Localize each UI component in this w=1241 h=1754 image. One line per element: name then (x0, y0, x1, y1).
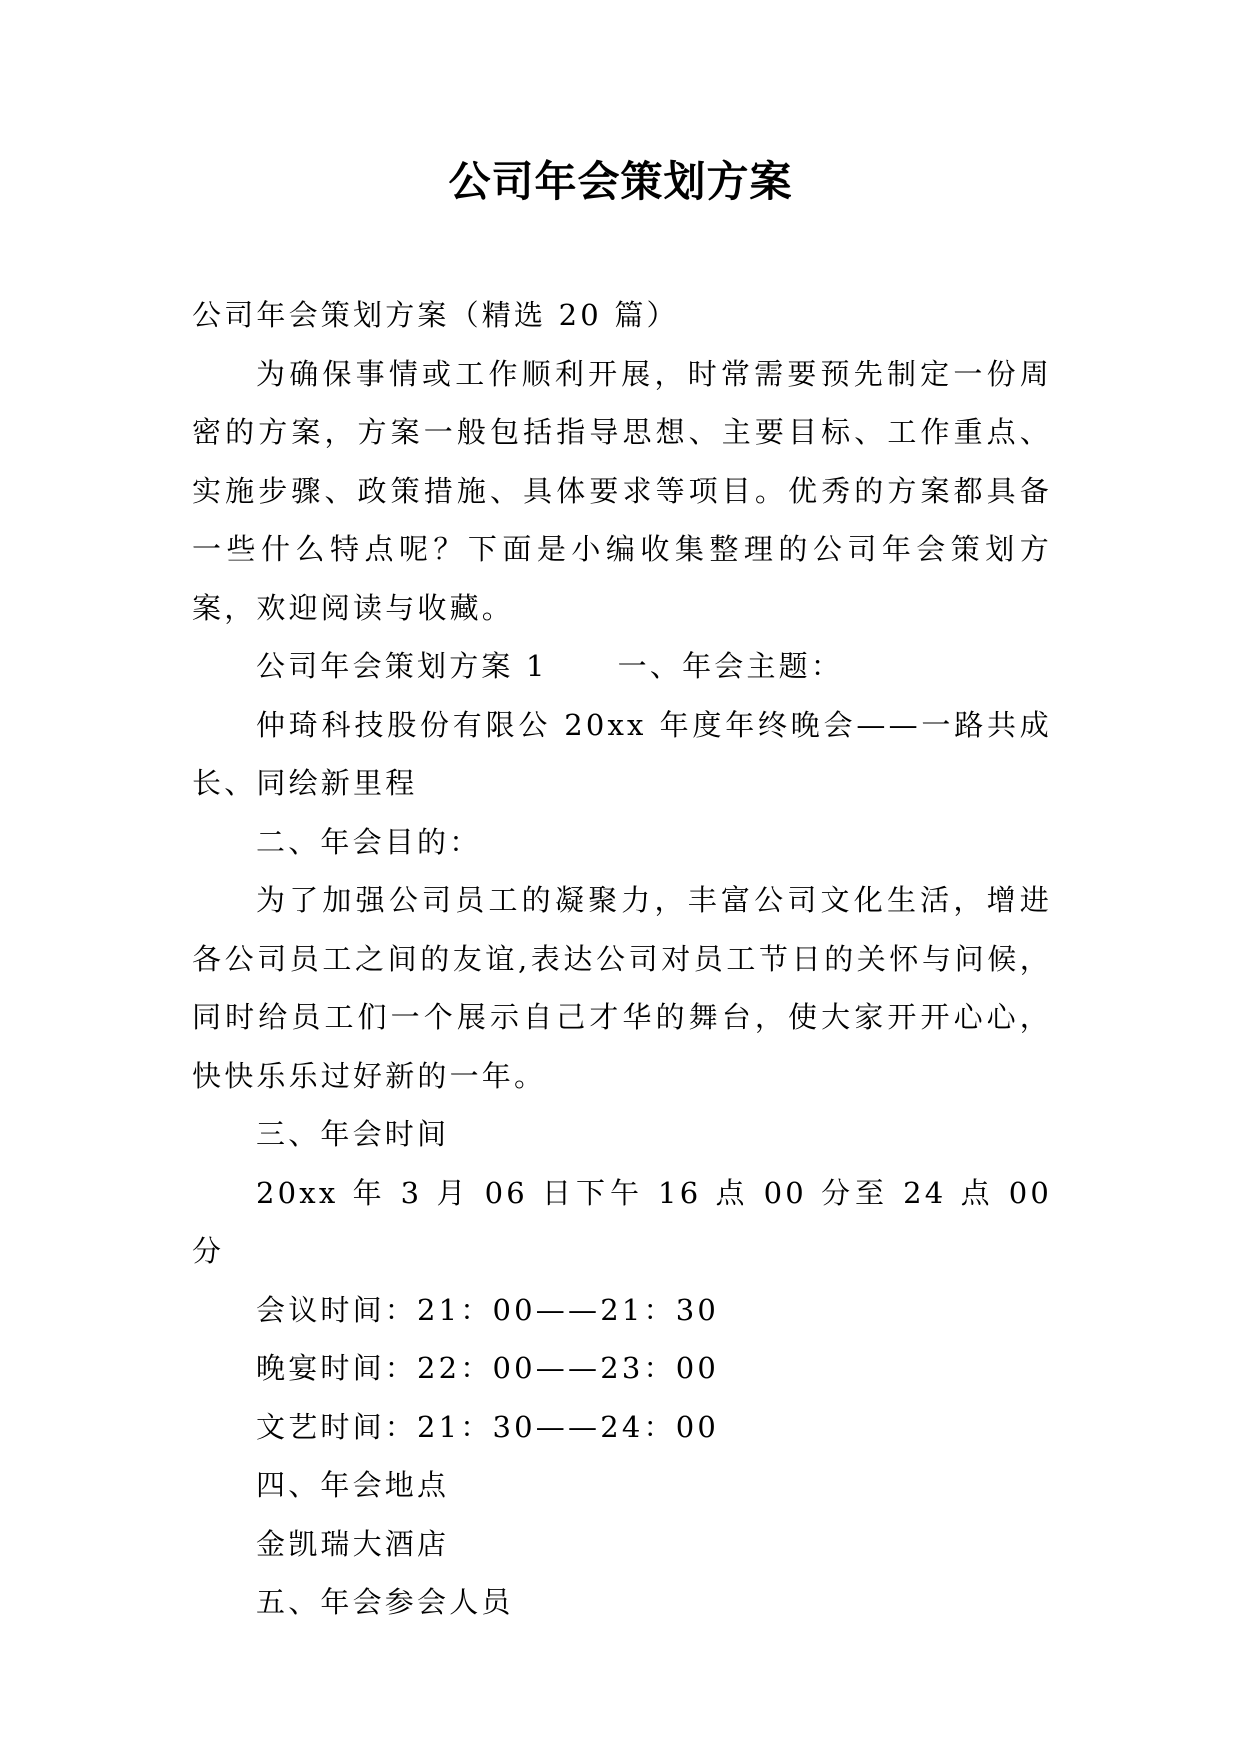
theme-paragraph: 仲琦科技股份有限公 20xx 年度年终晚会——一路共成长、同绘新里程 (192, 707, 1052, 800)
meeting-time-line: 会议时间：21：00——21：30 (256, 1292, 720, 1327)
time-heading: 三、年会时间 (256, 1117, 450, 1151)
performance-time-line: 文艺时间：21：30——24：00 (256, 1409, 720, 1444)
banquet-time-line: 晚宴时间：22：00——23：00 (256, 1351, 720, 1385)
purpose-paragraph: 为了加强公司员工的凝聚力，丰富公司文化生活，增进各公司员工之间的友谊,表达公司对员工节日的关怀与问候，同时给员工们一个展示自己才华的舞台，使大家开开心心，快快乐乐过好新的一年。 (192, 883, 1052, 1093)
venue-heading: 四、年会地点 (256, 1468, 450, 1502)
plan-number-heading: 公司年会策划方案 1 (256, 649, 548, 683)
purpose-heading: 二、年会目的： (256, 824, 482, 859)
intro-paragraph: 为确保事情或工作顺利开展，时常需要预先制定一份周密的方案，方案一般包括指导思想、主要目标、工作重点、实施步骤、政策措施、具体要求等项目。优秀的方案都具备一些什么特点呢？下面是小编收集整理的公司年会策划方案，欢迎阅读与收藏。 (192, 356, 1052, 625)
venue-name: 金凯瑞大酒店 (256, 1526, 450, 1561)
subtitle-paragraph: 公司年会策划方案（精选 20 篇） (192, 298, 679, 332)
document-body (192, 286, 1052, 1632)
attendees-heading: 五、年会参会人员 (256, 1585, 514, 1619)
theme-heading: 一、年会主题： (617, 649, 844, 683)
date-line: 20xx 年 3 月 06 日下午 16 点 00 分至 24 点 00 分 (192, 1175, 1052, 1268)
document-title: 公司年会策划方案 (448, 157, 793, 206)
section-heading-line (192, 637, 1052, 696)
